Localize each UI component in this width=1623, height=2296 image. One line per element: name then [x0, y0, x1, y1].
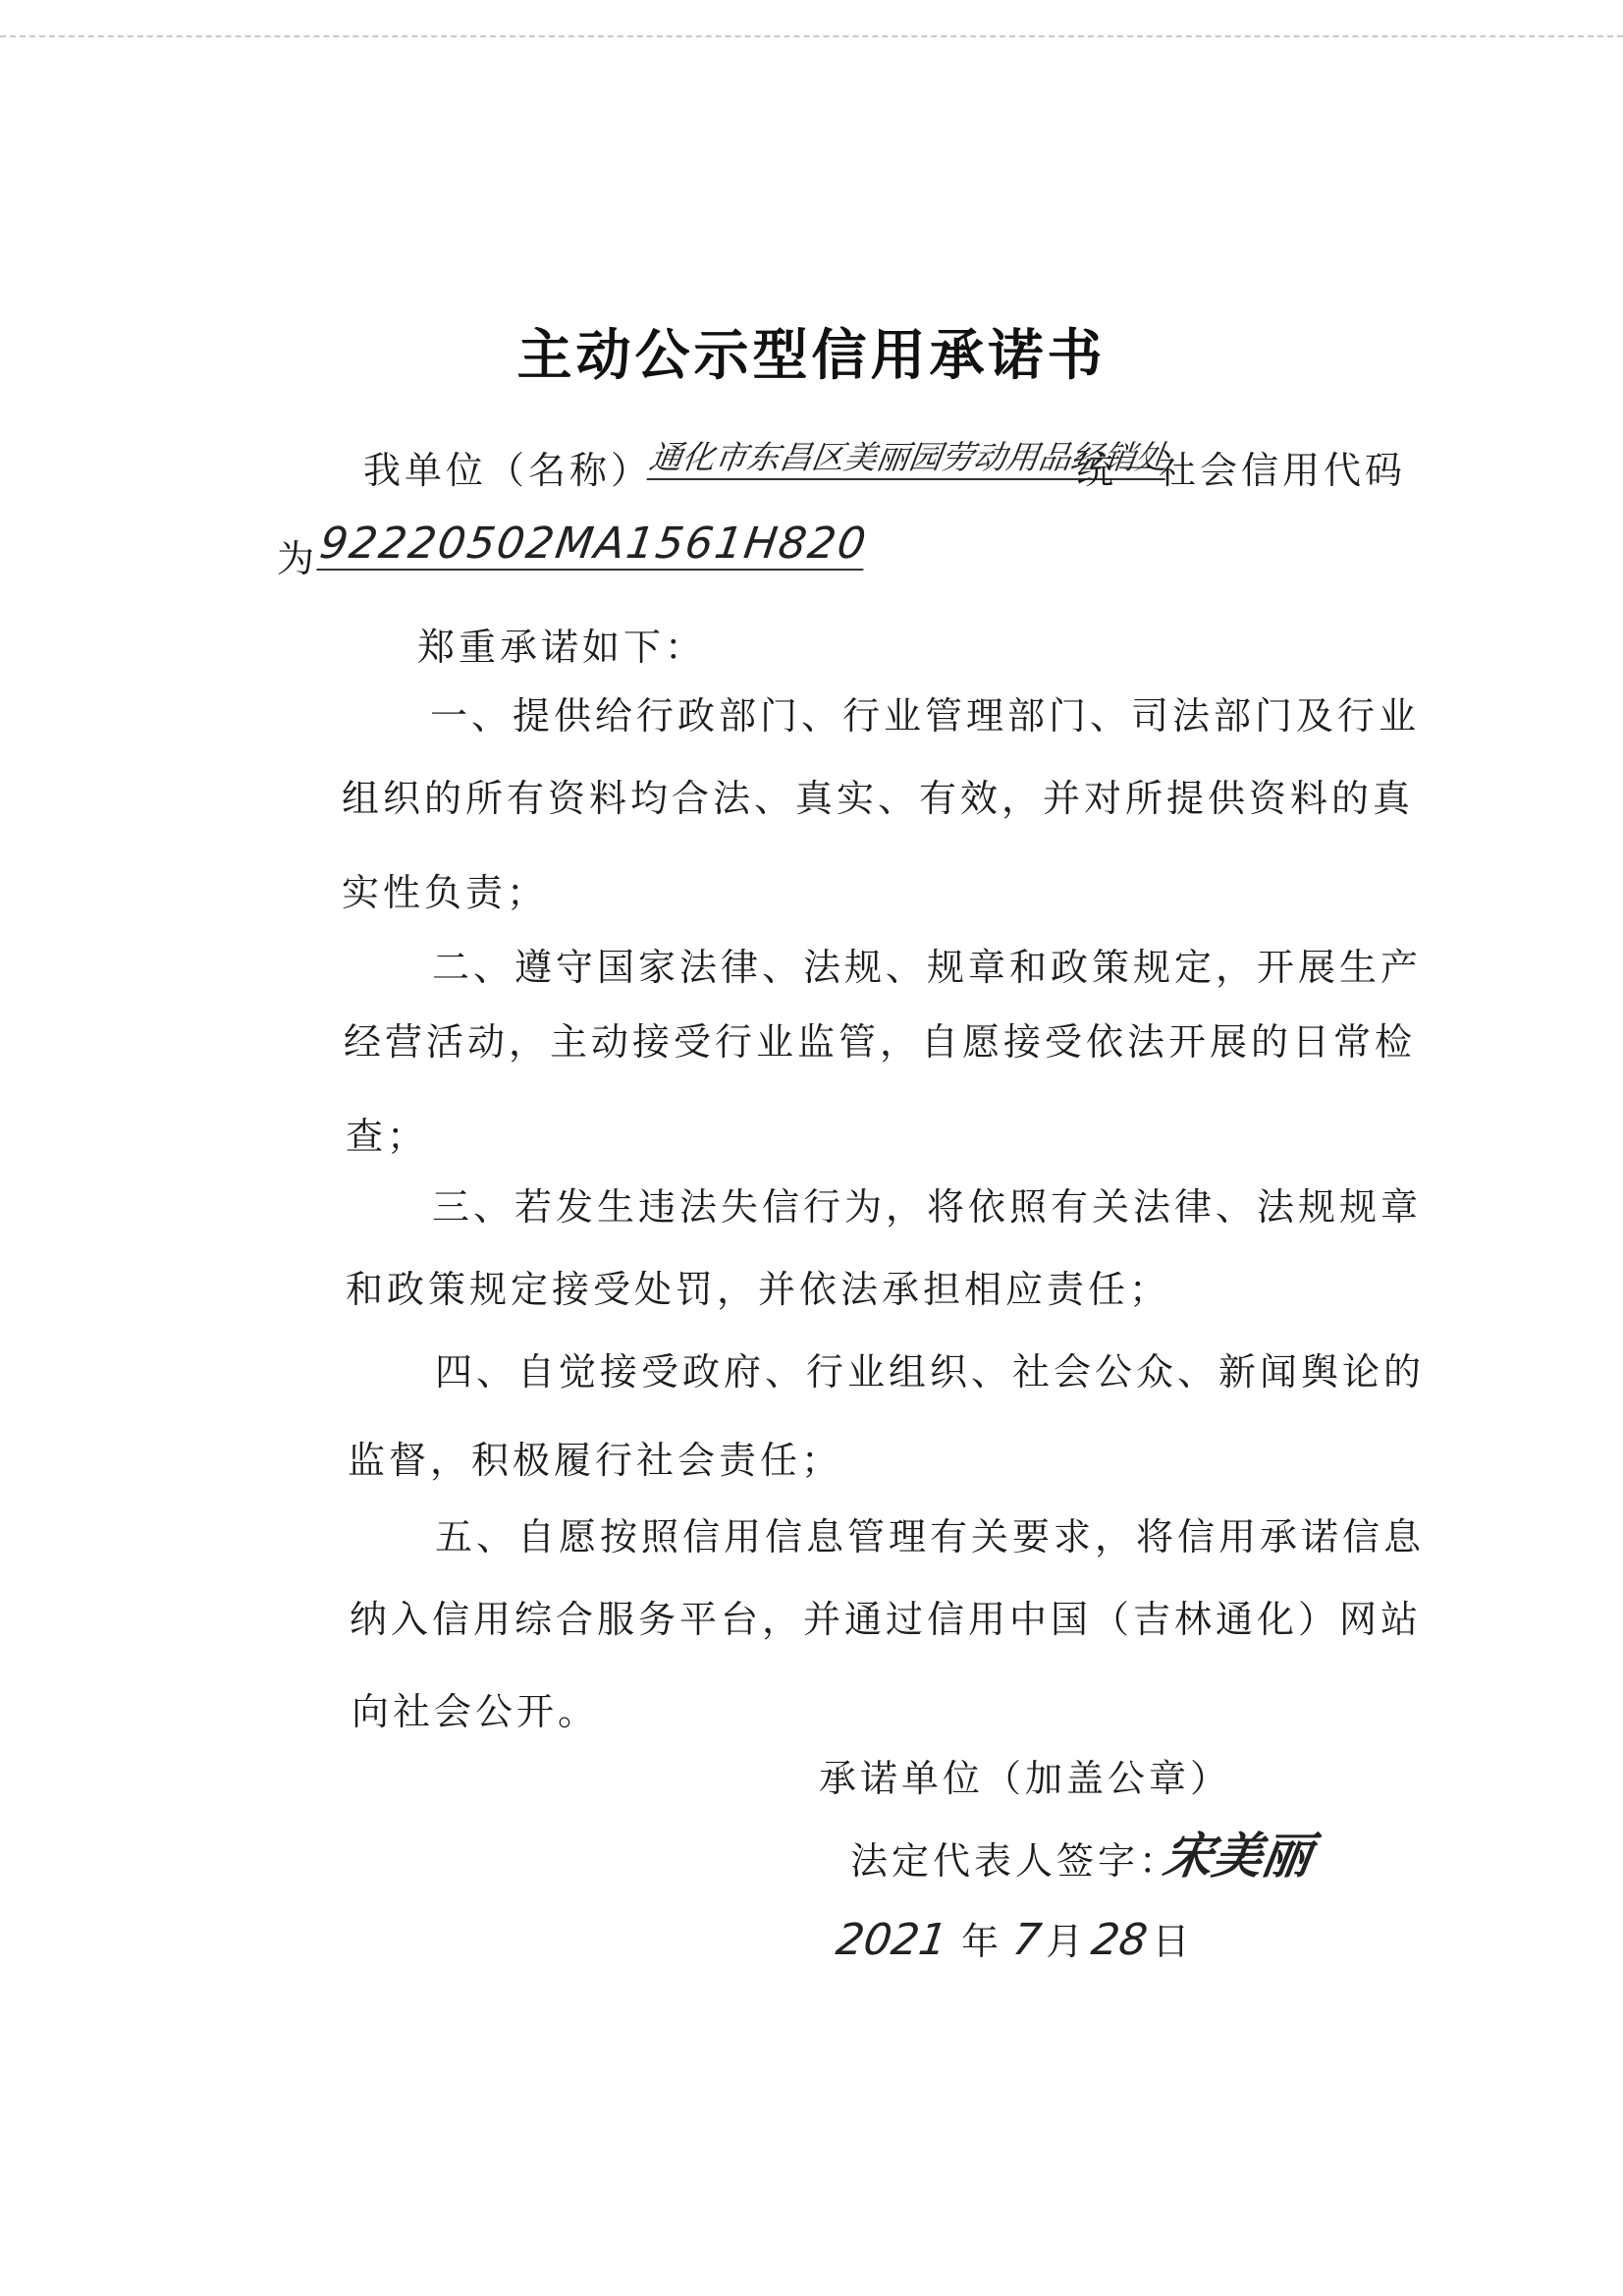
commitment-5-line-2: 纳入信用综合服务平台，并通过信用中国（吉林通化）网站 — [350, 1598, 1423, 1641]
intro-suffix: 统一社会信用代码 — [1076, 449, 1407, 492]
credit-code-handwritten: 92220502MA1561H820 — [316, 519, 871, 569]
commitment-3-line-2: 和政策规定接受处罚，并依法承担相应责任； — [346, 1268, 1171, 1311]
document-title: 主动公示型信用承诺书 — [516, 323, 1107, 388]
signature-date — [833, 1911, 1194, 1965]
intro-prefix: 我单位（名称） — [363, 449, 653, 492]
date-day-char: 日 — [1152, 1920, 1194, 1963]
scan-edge-line — [0, 35, 1623, 37]
company-name-handwritten: 通化市东昌区美丽园劳动用品经销处 — [647, 432, 1172, 480]
commitment-2-line-2: 经营活动，主动接受行业监管，自愿接受依法开展的日常检 — [344, 1020, 1417, 1064]
commitment-2-line-1: 二、遵守国家法律、法规、规章和政策规定，开展生产 — [432, 946, 1423, 989]
code-prefix: 为 — [277, 537, 319, 580]
legal-rep-signature: 宋美丽 — [1160, 1828, 1316, 1885]
commitment-1-line-2: 组织的所有资料均合法、真实、有效，并对所提供资料的真 — [342, 777, 1415, 820]
commitment-4-line-1: 四、自觉接受政府、行业组织、社会公众、新闻舆论的 — [435, 1350, 1426, 1394]
commitment-1-line-1: 一、提供给行政部门、行业管理部门、司法部门及行业 — [430, 694, 1421, 738]
legal-rep-label: 法定代表人签字： — [850, 1839, 1181, 1883]
date-day: 28 — [1088, 1915, 1151, 1965]
lead-text: 郑重承诺如下： — [417, 626, 707, 669]
date-month-char: 月 — [1046, 1920, 1088, 1963]
unit-seal-label: 承诺单位（加盖公章） — [819, 1757, 1232, 1800]
commitment-5-line-1: 五、自愿按照信用信息管理有关要求，将信用承诺信息 — [435, 1515, 1426, 1558]
date-year-char: 年 — [961, 1920, 1003, 1963]
commitment-4-line-2: 监督，积极履行社会责任； — [348, 1439, 843, 1482]
date-year: 2021 — [833, 1915, 950, 1965]
date-month: 7 — [1009, 1915, 1045, 1965]
commitment-2-line-3: 查； — [346, 1115, 429, 1158]
commitment-3-line-1: 三、若发生违法失信行为，将依照有关法律、法规规章 — [432, 1185, 1423, 1229]
commitment-5-line-3: 向社会公开。 — [352, 1690, 600, 1733]
commitment-1-line-3: 实性负责； — [342, 871, 549, 914]
